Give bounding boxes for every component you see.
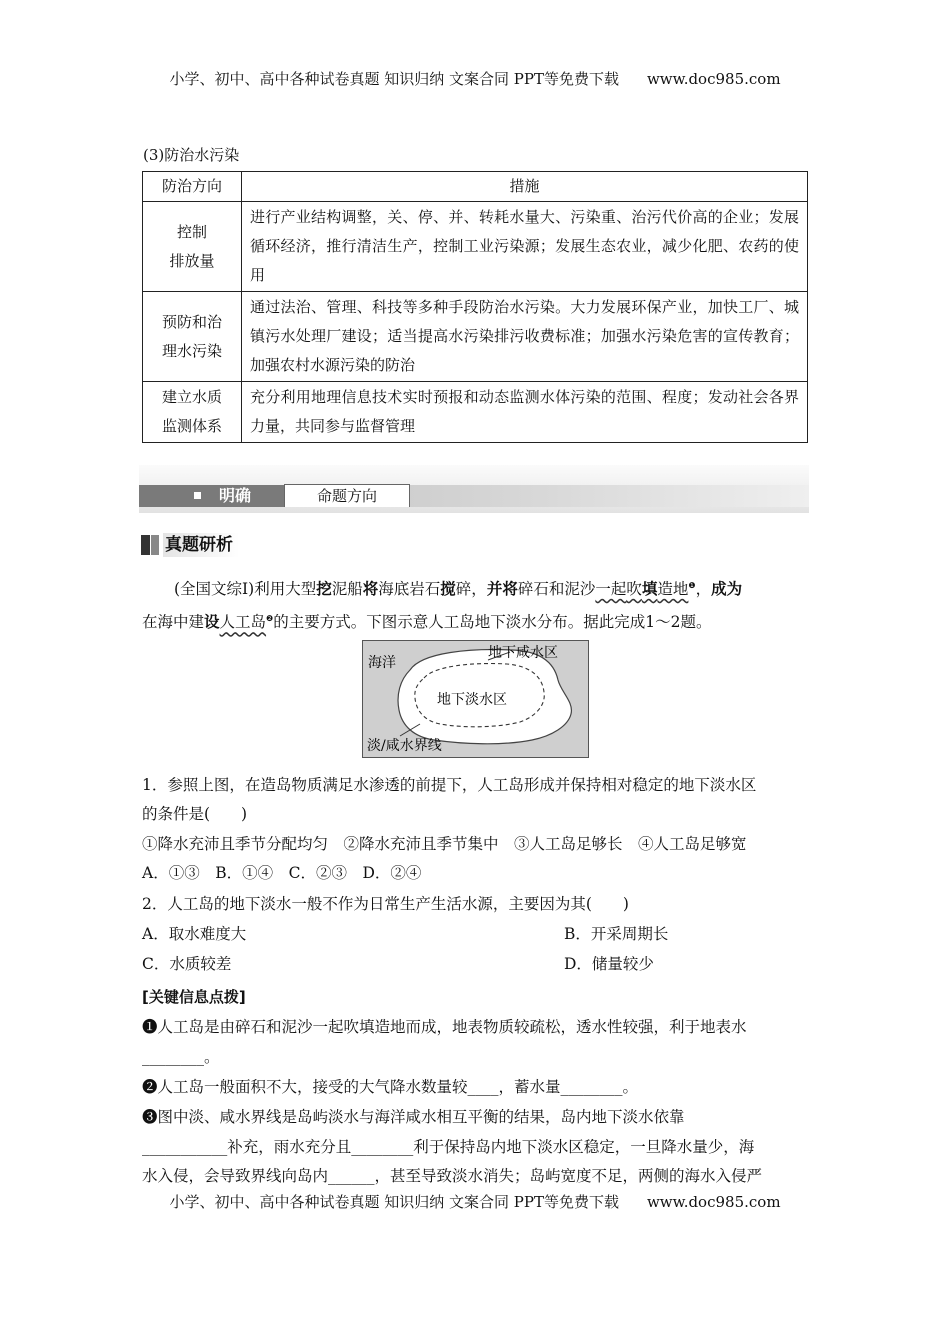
table-row [143, 292, 808, 382]
banner-tab: 命题方向 [284, 484, 410, 507]
intro-wavy: 一起 [595, 580, 627, 599]
direction-line: 监测体系 [161, 417, 222, 435]
key-line: ❷人工岛一般面积不大，接受的大气降水数量较____，蓄水量________。 [142, 1078, 639, 1096]
page-footer [0, 1191, 950, 1212]
q2-stem: 2．人工岛的地下淡水一般不作为日常生产生活水源，主要因为其( ) [142, 895, 629, 913]
q2-option-c: C．水质较差 [142, 955, 232, 973]
intro-text: 海底岩石 [378, 580, 441, 599]
subhead-label: 真题研析 [163, 533, 239, 557]
direction-cell [143, 202, 242, 292]
direction-cell [143, 382, 242, 443]
intro-text: 碎， [455, 580, 487, 599]
intro-text: ， [695, 580, 712, 599]
q1-stem-line: 的条件是( ) [142, 805, 248, 823]
intro-wavy: 造地 [657, 580, 689, 599]
header-direction: 防治方向 [143, 172, 242, 202]
key-line: ___________补充，雨水充分且________利于保持岛内地下淡水区稳定，一旦降水量少，海 [142, 1138, 755, 1156]
marker-2: ❷ [266, 614, 274, 624]
intro-wavy: 人工岛 [219, 613, 267, 632]
key-line: ________。 [142, 1048, 220, 1066]
table-header-row [143, 172, 808, 202]
q2-options-row [142, 950, 812, 979]
marker-1: ❶ [688, 581, 696, 590]
q2-option-d: D．储量较少 [564, 955, 654, 973]
footer-site[interactable]: www.doc985.com [646, 1193, 781, 1211]
intro-text: 碎石和泥沙 [517, 580, 596, 599]
footer-text: 小学、初中、高中各种试卷真题 知识归纳 文案合同 PPT等免费下载 [169, 1193, 619, 1211]
q1-stem-line: 1．参照上图，在造岛物质满足水渗透的前提下，人工岛形成并保持相对稳定的地下淡水区 [142, 776, 757, 794]
table-row [143, 202, 808, 292]
intro-text: 在海中建 [142, 613, 205, 632]
intro-wavy: 吹 [626, 580, 642, 599]
intro-emphasis: 搅 [440, 580, 456, 599]
intro-emphasis: 成为 [711, 580, 743, 599]
direction-line: 理水污染 [161, 341, 222, 360]
intro-emphasis: 将 [362, 580, 379, 599]
key-line: ❶人工岛是由碎石和泥沙一起吹填造地而成，地表物质较疏松，透水性较强，利于地表水 [142, 1018, 747, 1036]
page-header [0, 68, 950, 89]
direction-line: 排放量 [169, 251, 215, 270]
measures-table [142, 171, 808, 443]
subhead-marker-icon [141, 535, 150, 555]
intro-text: 泥船 [331, 580, 363, 599]
intro-emphasis: 挖 [316, 580, 332, 599]
key-line: ❸图中淡、咸水界线是岛屿淡水与海洋咸水相互平衡的结果，岛内地下淡水依靠 [142, 1108, 685, 1126]
intro-text: 的主要方式。下图示意人工岛地下淡水分布。据此完成1～2题。 [273, 613, 712, 632]
square-bullet-icon [194, 492, 201, 499]
label-saltwater: 地下咸水区 [488, 645, 558, 661]
measure-cell: 充分利用地理信息技术实时预报和动态监测水体污染的范围、程度；发动社会各界力量，共同参与监督管理 [242, 382, 808, 443]
intro-text: (全国文综Ⅰ)利用大型 [174, 580, 317, 599]
banner-label: 明确 [219, 486, 252, 505]
island-figure [362, 640, 589, 758]
intro-wavy-emphasis: 填 [641, 580, 658, 599]
measure-cell: 进行产业结构调整，关、停、并、转耗水量大、污染重、治污代价高的企业；发展循环经济，推行清洁生产，控制工业污染源；发展生态农业，减少化肥、农药的使用 [242, 202, 808, 292]
direction-line: 建立水质 [161, 388, 222, 406]
table-row [143, 382, 808, 443]
q2-option-b: B．开采周期长 [564, 925, 669, 943]
measure-cell: 通过法治、管理、科技等多种手段防治水污染。大力发展环保产业，加快工厂、城镇污水处理厂建设；适当提高水污染排污收费标准；加强水污染危害的宣传教育；加强农村水源污染的防治 [242, 292, 808, 382]
header-site[interactable]: www.doc985.com [646, 70, 781, 88]
direction-cell [143, 292, 242, 382]
label-freshwater: 地下淡水区 [437, 692, 507, 708]
section-banner [139, 465, 809, 513]
key-title: [关键信息点拨] [142, 988, 246, 1006]
intro-emphasis: 设 [204, 613, 220, 632]
direction-line: 预防和治 [161, 312, 222, 331]
subhead [141, 533, 251, 557]
header-measures: 措施 [242, 172, 808, 202]
key-line: 水入侵，会导致界线向岛内______，甚至导致淡水消失；岛屿宽度不足，两侧的海水入侵严 [142, 1167, 763, 1185]
banner-dark-block [139, 485, 284, 507]
q2-option-a: A．取水难度大 [142, 925, 247, 943]
label-sea: 海洋 [368, 655, 396, 671]
header-text: 小学、初中、高中各种试卷真题 知识归纳 文案合同 PPT等免费下载 [169, 70, 619, 88]
q2-options-row [142, 920, 812, 949]
label-boundary: 淡/咸水界线 [367, 738, 442, 754]
section-title: (3)防治水污染 [143, 146, 240, 164]
q1-options: A．①③ B．①④ C．②③ D．②④ [142, 864, 422, 882]
q1-items: ①降水充沛且季节分配均匀 ②降水充沛且季节集中 ③人工岛足够长 ④人工岛足够宽 [142, 835, 747, 853]
subhead-marker-icon [151, 535, 159, 555]
intro-paragraph [142, 571, 808, 637]
intro-emphasis: 并将 [486, 580, 518, 599]
direction-line: 控制 [176, 222, 207, 241]
